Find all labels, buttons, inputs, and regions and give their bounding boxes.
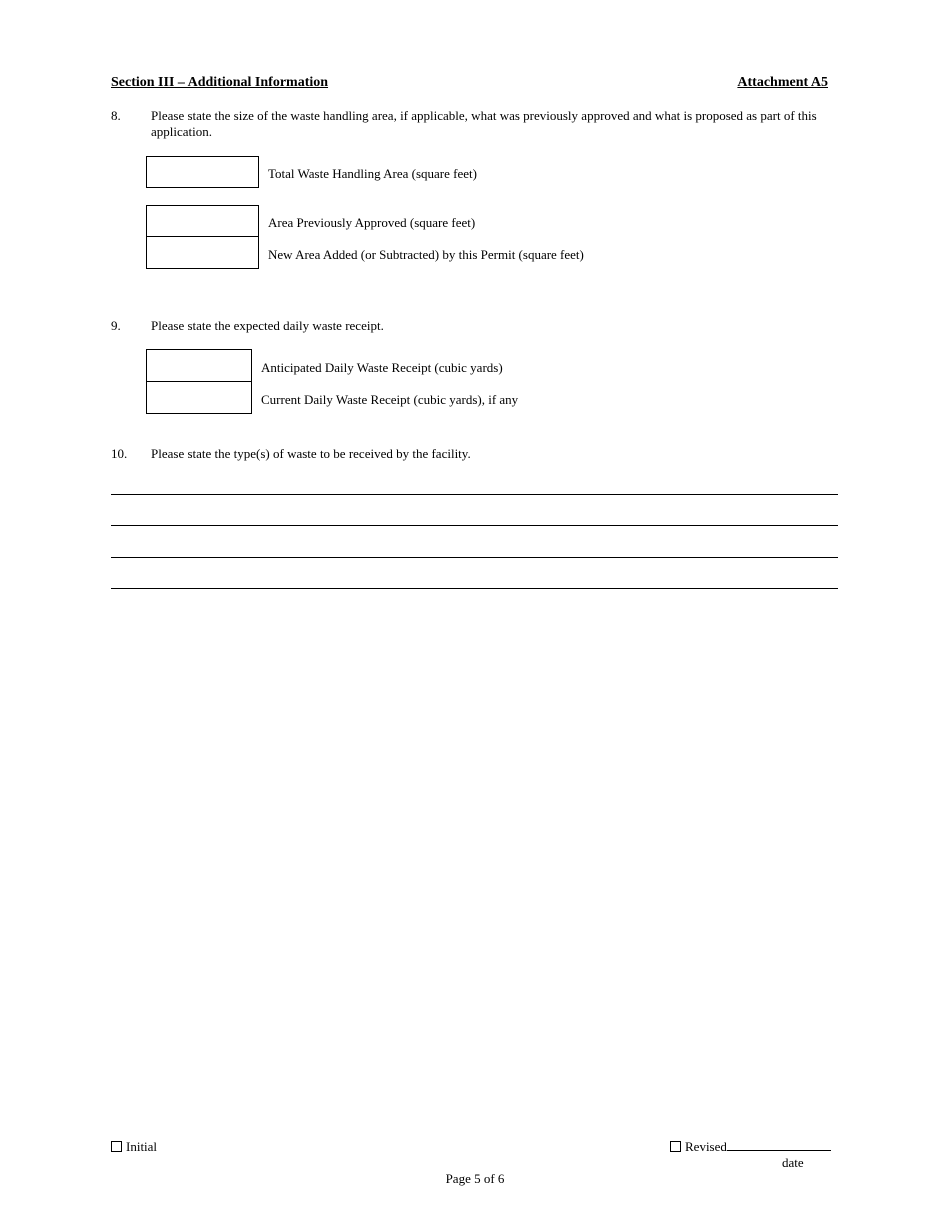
previously-approved-area-field[interactable]: [146, 205, 259, 237]
waste-type-line-1[interactable]: [111, 494, 838, 495]
initial-checkbox[interactable]: [111, 1141, 122, 1152]
date-label: date: [782, 1155, 804, 1170]
total-area-label: Total Waste Handling Area (square feet): [268, 166, 477, 181]
previously-approved-area-label: Area Previously Approved (square feet): [268, 215, 476, 230]
current-daily-receipt-field[interactable]: [146, 381, 252, 414]
q9-text: Please state the expected daily waste receipt.: [151, 318, 384, 333]
new-area-label: New Area Added (or Subtracted) by this Permit (square feet): [268, 247, 584, 262]
waste-type-line-2[interactable]: [111, 525, 838, 526]
section-title: Section III – Additional Information: [111, 75, 329, 90]
attachment-label: Attachment A5: [737, 75, 828, 90]
q10-number: 10.: [111, 446, 128, 461]
revised-checkbox[interactable]: [670, 1141, 681, 1152]
revised-option[interactable]: [670, 1139, 831, 1155]
waste-type-line-3[interactable]: [111, 557, 838, 558]
q8-text: Please state the size of the waste handling area, if applicable, what was previously approved and what is proposed as part of this application.: [151, 108, 817, 139]
q9-number: 9.: [111, 318, 121, 333]
new-area-field[interactable]: [146, 236, 259, 269]
revised-date-line[interactable]: [727, 1139, 831, 1151]
anticipated-daily-receipt-field[interactable]: [146, 349, 252, 382]
initial-option[interactable]: [111, 1139, 157, 1155]
current-daily-receipt-label: Current Daily Waste Receipt (cubic yards), if any: [261, 392, 519, 407]
total-area-field[interactable]: [146, 156, 259, 188]
revised-label: Revised: [685, 1139, 727, 1154]
page-number: Page 5 of 6: [445, 1171, 505, 1186]
waste-type-line-4[interactable]: [111, 588, 838, 589]
anticipated-daily-receipt-label: Anticipated Daily Waste Receipt (cubic yards): [261, 360, 503, 375]
q10-text: Please state the type(s) of waste to be received by the facility.: [151, 446, 471, 461]
initial-label: Initial: [126, 1139, 158, 1154]
q8-number: 8.: [111, 108, 121, 123]
